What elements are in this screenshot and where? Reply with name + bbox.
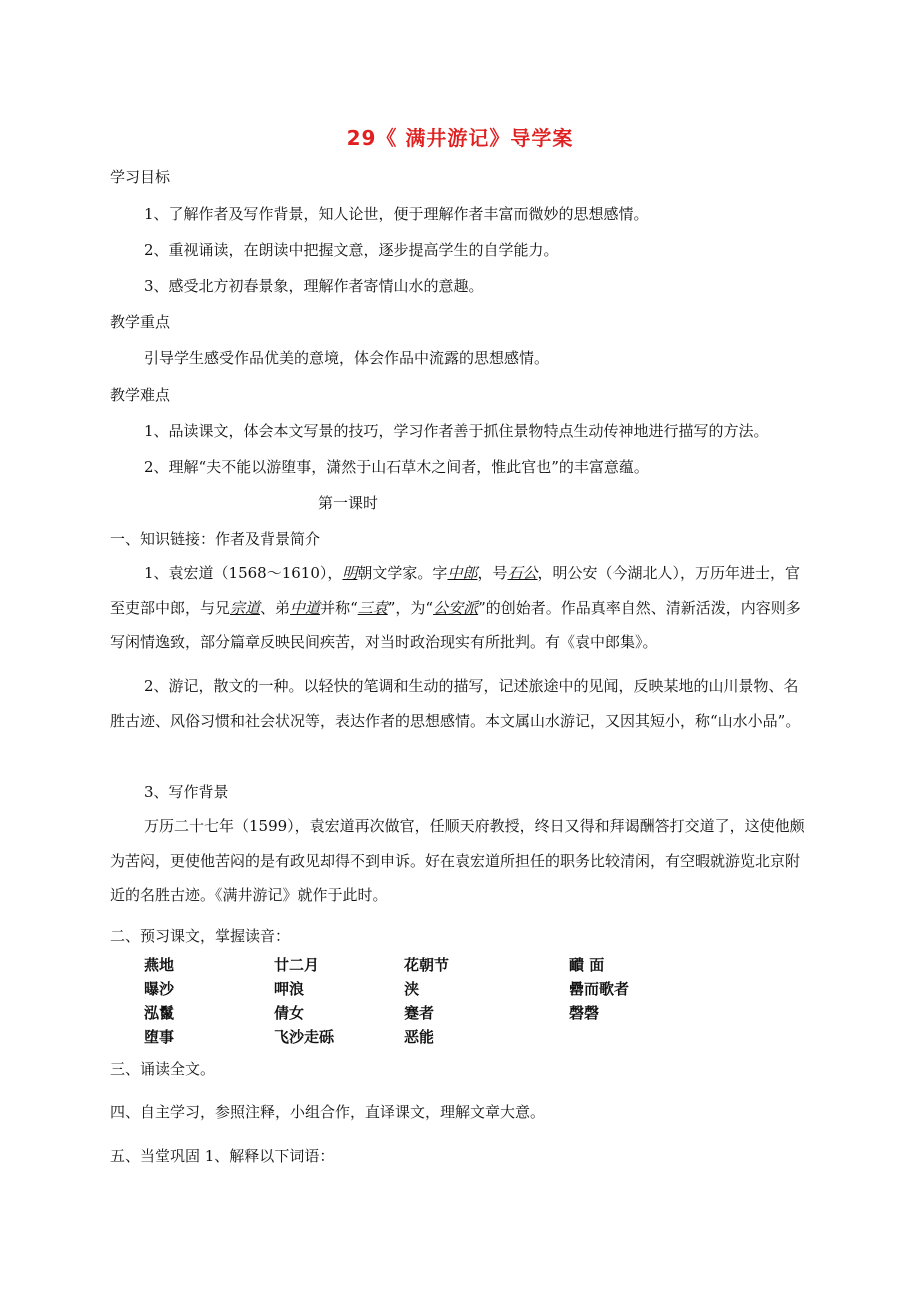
travel-paragraph: 2、游记，散文的一种。以轻快的笔调和生动的描写，记述旅途中的见闻，反映某地的山川景物、名胜古迹、风俗习惯和社会状况等，表达作者的思想感情。本文属山水游记，又因其短小，称“山水小品”。 [110, 677, 801, 730]
key-heading: 教学重点 [110, 313, 171, 331]
difficult-item-1: 1、品读课文，体会本文写景的技巧，学习作者善于抓住景物特点生动传神地进行描写的方法。 [144, 422, 769, 440]
background-paragraph: 万历二十七年（1599），袁宏道再次做官，任顺天府教授，终日又得和拜谒酬答打交道了，这使他颇为苦闷，更使他苦闷的是有政见却得不到申诉。好在袁宏道所担任的职务比较清闲，有空暇就游览北京附近的名胜古迹。《满井游记》就作于此时。 [110, 817, 805, 904]
part2-heading: 二、预习课文，掌握读音： [110, 927, 291, 945]
goal-item-3: 3、感受北方初春景象，理解作者寄情山水的意趣。 [144, 277, 484, 295]
key-text: 引导学生感受作品优美的意境，体会作品中流露的思想感情。 [144, 349, 550, 367]
difficult-heading: 教学难点 [110, 386, 171, 404]
word-item: 飞沙走砾 [274, 1028, 335, 1046]
word-item: 浃 [404, 980, 420, 998]
word-item: 磬磬 [569, 1004, 600, 1022]
word-item: 燕地 [144, 956, 175, 974]
word-item: 花朝节 [404, 956, 450, 974]
word-item: 罍而歌者 [569, 980, 630, 998]
part3-heading: 三、诵读全文。 [110, 1060, 216, 1078]
word-item: 倩女 [274, 1004, 305, 1022]
word-item: 恶能 [404, 1028, 435, 1046]
lesson-label: 第一课时 [318, 494, 379, 512]
word-item: 靧 面 [569, 956, 605, 974]
word-item: 廿二月 [274, 956, 320, 974]
word-item: 曝沙 [144, 980, 175, 998]
document-title: 29《 满井游记》导学案 [346, 126, 574, 150]
word-item: 堕事 [144, 1028, 175, 1046]
difficult-item-2: 2、理解“夫不能以游堕事，潇然于山石草木之间者，惟此官也”的丰富意蕴。 [144, 458, 649, 476]
author-paragraph: 1、袁宏道（1568～1610），明朝文学家。字中郎，号石公，明公安（今湖北人），万历年进士，官至吏部中郎，与兄宗道、弟中道并称“三袁”，为“公安派”的创始者。作品真率自然、清新活泼，内容则多写闲情逸致，部分篇章反映民间疾苦，对当时政治现实有所批判。有《袁中郎集》。 [110, 564, 801, 651]
pronunciation-grid [144, 954, 704, 1048]
part4-heading: 四、自主学习，参照注释，小组合作，直译课文，理解文章大意。 [110, 1103, 546, 1121]
word-item: 蹇者 [404, 1004, 435, 1022]
goals-heading: 学习目标 [110, 168, 171, 186]
goal-item-2: 2、重视诵读，在朗读中把握文意，逐步提高学生的自学能力。 [144, 241, 559, 259]
goal-item-1: 1、了解作者及写作背景，知人论世，便于理解作者丰富而微妙的思想感情。 [144, 205, 649, 223]
part5-heading: 五、当堂巩固 1、解释以下词语： [110, 1147, 335, 1165]
word-item: 泓鬣 [144, 1004, 175, 1022]
part1-heading: 一、知识链接：作者及背景简介 [110, 530, 321, 548]
word-item: 呷浪 [274, 980, 305, 998]
background-heading: 3、写作背景 [144, 783, 229, 801]
